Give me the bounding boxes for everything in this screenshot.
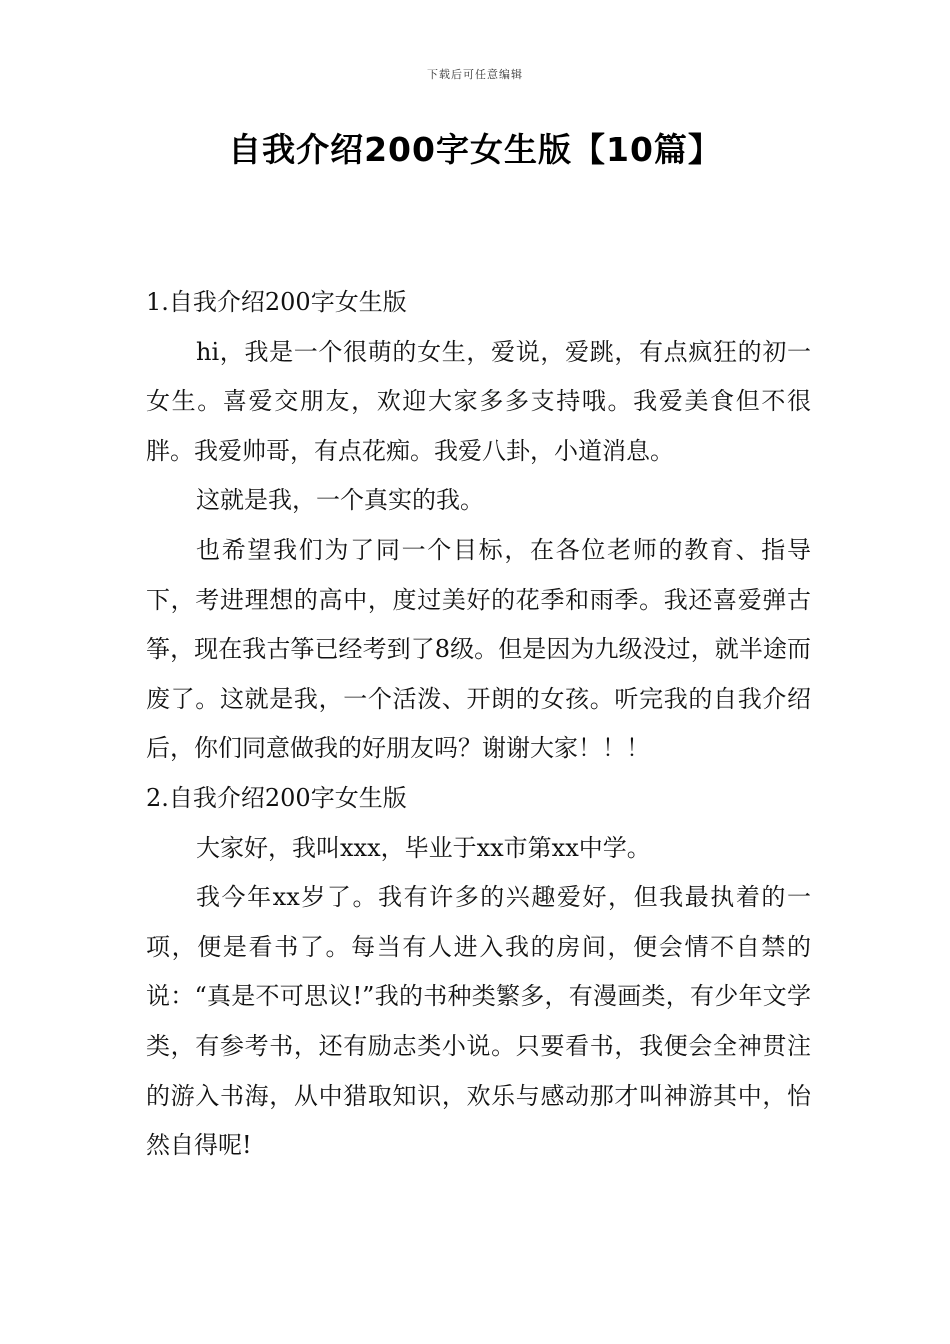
paragraph: 也希望我们为了同一个目标，在各位老师的教育、指导下，考进理想的高中，度过美好的花季和雨季。我还喜爱弹古筝，现在我古筝已经考到了8级。但是因为九级没过，就半途而废了。这就是我，一个活泼、开朗的女孩。听完我的自我介绍后，你们同意做我的好朋友吗？谢谢大家！！！ <box>146 535 811 763</box>
header-note: 下载后可任意编辑 <box>427 68 523 81</box>
paragraph: 我今年xx岁了。我有许多的兴趣爱好，但我最执着的一项，便是看书了。每当有人进入我的房间，便会情不自禁的说：“真是不可思议!”我的书种类繁多，有漫画类，有少年文学类，有参考书，还有励志类小说。只要看书，我便会全神贯注的游入书海，从中猎取知识，欢乐与感动那才叫神游其中，怡然自得呢! <box>146 883 811 1160</box>
paragraph: 大家好，我叫xxx，毕业于xx市第xx中学。 <box>196 833 651 862</box>
section-heading-1: 1.自我介绍200字女生版 <box>146 288 407 316</box>
paragraph: hi，我是一个很萌的女生，爱说，爱跳，有点疯狂的初一女生。喜爱交朋友，欢迎大家多多支持哦。我爱美食但不很胖。我爱帅哥，有点花痴。我爱八卦，小道消息。 <box>146 337 811 465</box>
document-title: 自我介绍200字女生版【10篇】 <box>228 130 722 169</box>
paragraph: 这就是我，一个真实的我。 <box>196 486 484 515</box>
document-body <box>146 278 811 1171</box>
section-heading-2: 2.自我介绍200字女生版 <box>146 783 407 812</box>
